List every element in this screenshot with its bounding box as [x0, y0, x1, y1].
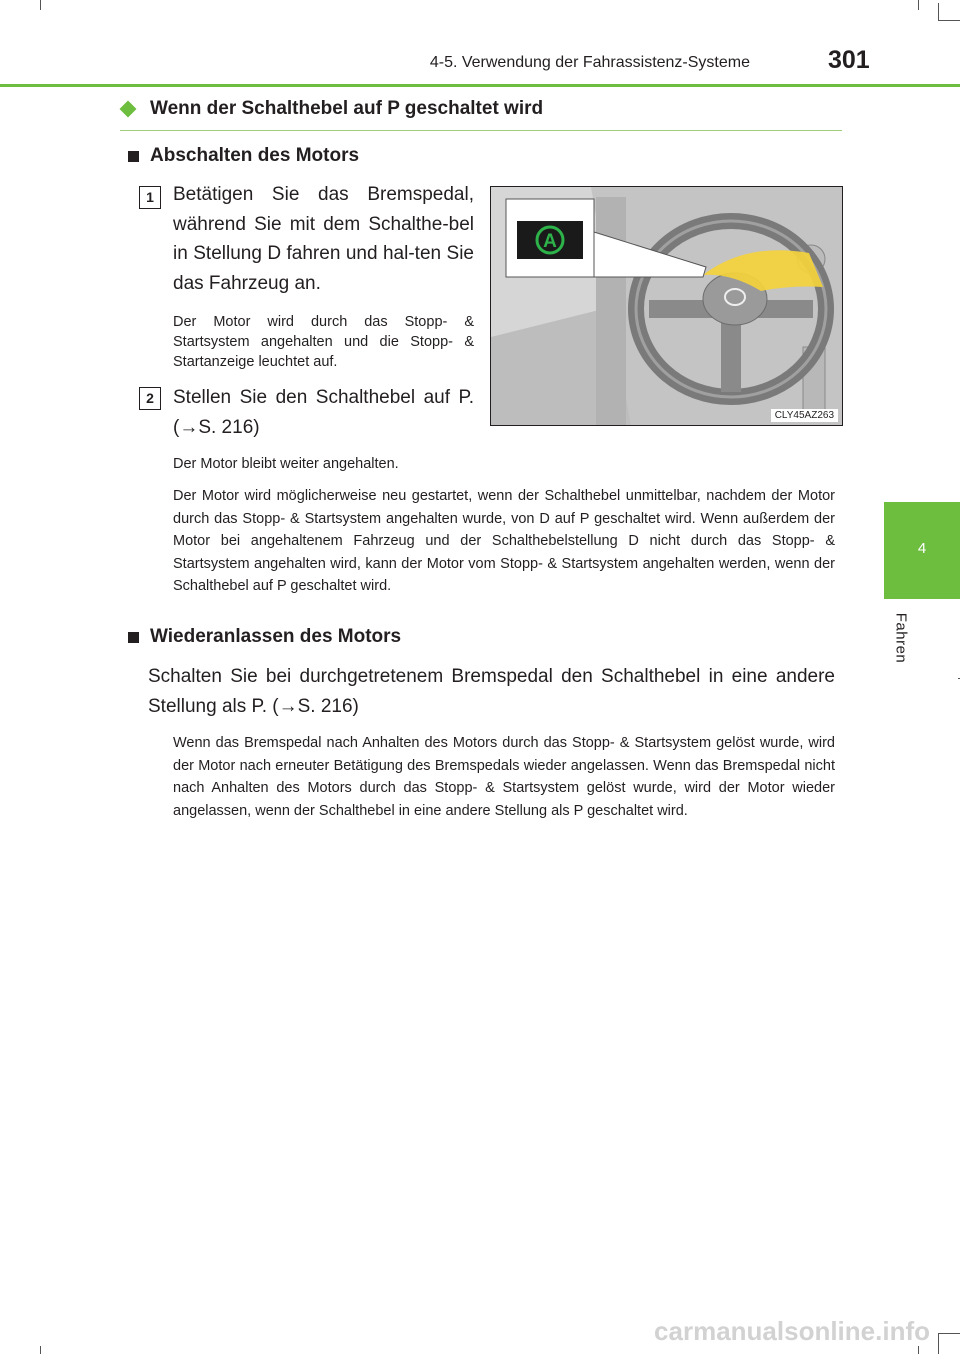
subheading: [120, 98, 543, 120]
chapter-label: [890, 608, 912, 668]
subheading-rule: [120, 130, 842, 131]
section-heading-text: Wiederanlassen des Motors: [150, 626, 402, 647]
step-2-text: Stellen Sie den Schalthebel auf P. (→S. 216): [173, 387, 474, 438]
subheading-text: Wenn der Schalthebel auf P geschaltet wird: [150, 98, 544, 119]
crop-mark: [918, 1346, 919, 1354]
step-badge-2: 2: [139, 387, 161, 410]
chapter-number: 4: [917, 540, 927, 557]
section-heading-wiederanlassen: [128, 626, 401, 648]
step-2-note-2: Der Motor wird möglicherweise neu gestartet, wenn der Schalthebel unmittelbar, nachdem der Motor durch das Stopp- & Startsystem angehalten wurde, von D auf P geschaltet wird. Wenn außerdem der Motor bei angehaltenem Fahrzeug und der Schalthebelstellung D nicht durch das Stopp- & Startsystem angehalten wird, kann der Motor vom Stopp- & Startsystem angehalten werden, wenn der Schalthebel auf P geschaltet wird.: [173, 488, 835, 594]
crop-mark: [918, 0, 919, 10]
crop-mark: [938, 3, 939, 21]
step-1-note: Der Motor wird durch das Stopp- & Startsystem angehalten und die Stopp- & Startanzeige leuchtet auf.: [173, 314, 474, 370]
section-heading-abschalten: [128, 145, 359, 167]
crop-mark: [938, 1333, 939, 1354]
dashboard-illustration: [490, 186, 843, 426]
square-bullet-icon: [128, 632, 139, 643]
figure-code: CLY45AZ263: [771, 409, 838, 422]
section-2-text: Schalten Sie bei durchgetretenem Bremspedal den Schalthebel in eine andere Stellung als P. (→S. 216): [148, 666, 835, 717]
step-badge-1: 1: [139, 186, 161, 209]
crop-mark: [40, 0, 41, 10]
page-number: 301: [828, 46, 870, 74]
chapter-label-text: Fahren: [892, 612, 910, 664]
step-2-note-1: Der Motor bleibt weiter angehalten.: [173, 456, 399, 472]
diamond-icon: [120, 101, 137, 118]
section-2-note: Wenn das Bremspedal nach Anhalten des Motors durch das Stopp- & Startsystem gelöst wurde, wird der Motor nach erneuter Betätigung des Bremspedals wieder angelassen. Wenn das Bremspedal nicht nach Anhalten des Motors durch das Stopp- & Startsystem gelöst wurde, wird der Motor wieder angelassen, wenn der Schalthebel in eine andere Stellung als P geschaltet wird.: [173, 735, 835, 819]
square-bullet-icon: [128, 151, 139, 162]
step-1-text: Betätigen Sie das Bremspedal, während Sie mit dem Schalthe-bel in Stellung D fahren und hal-ten Sie das Fahrzeug an.: [173, 184, 474, 294]
section-heading-text: Abschalten des Motors: [150, 145, 360, 166]
watermark: carmanualsonline.info: [654, 1316, 930, 1346]
crop-mark: [40, 1346, 41, 1354]
header-rule: [0, 84, 960, 87]
header-section-title: 4-5. Verwendung der Fahrassistenz-Systeme: [429, 54, 750, 71]
crop-mark: [938, 20, 960, 21]
steering-wheel-illustration: [491, 187, 842, 425]
stop-start-indicator-letter: A: [543, 231, 557, 252]
crop-mark: [938, 1333, 960, 1334]
